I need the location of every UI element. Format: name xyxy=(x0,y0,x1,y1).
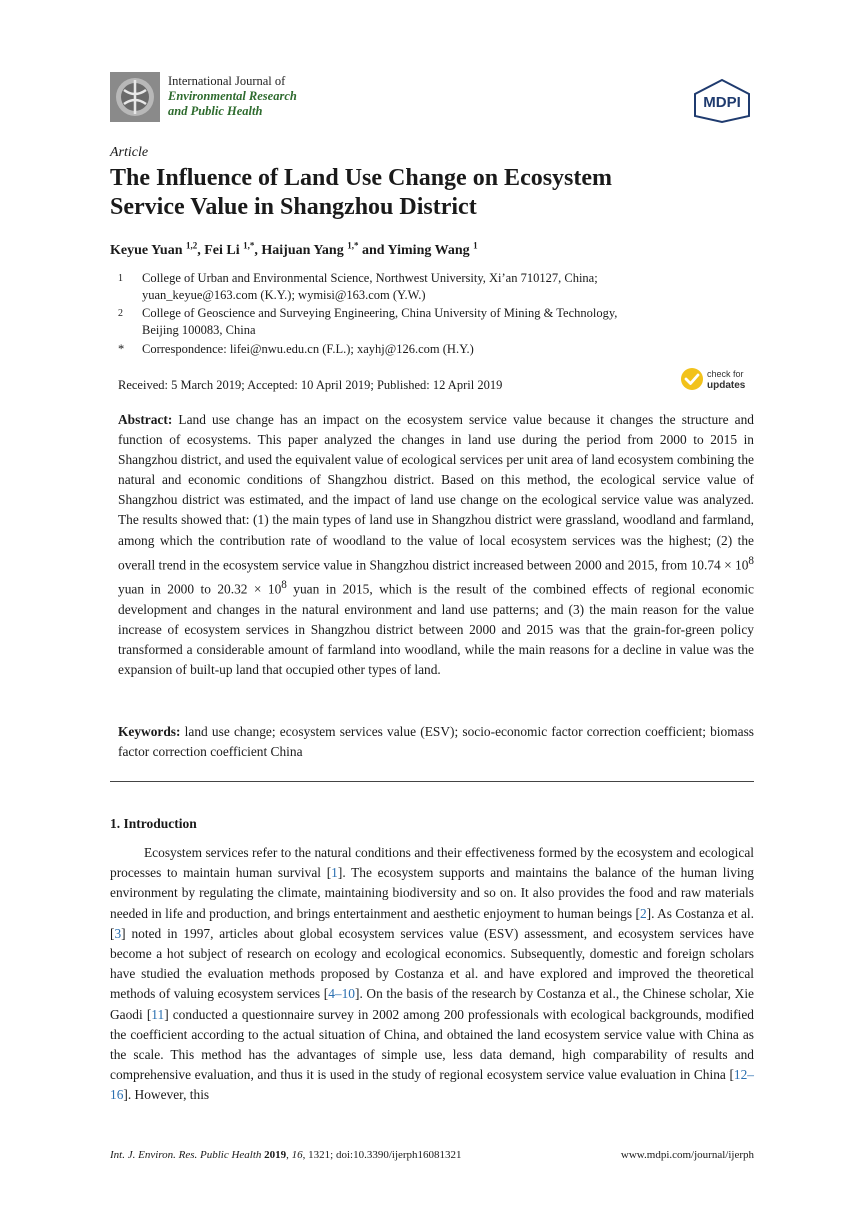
author-affiliation-marker: 1,* xyxy=(243,240,255,250)
footer-citation: Int. J. Environ. Res. Public Health 2019, 16, 1321; doi:10.3390/ijerph16081321 xyxy=(110,1149,462,1161)
keywords xyxy=(118,722,754,762)
author-affiliation-marker: 1 xyxy=(473,240,478,250)
correspondence xyxy=(118,341,758,358)
body-text: ] conducted a questionnaire survey in 2002 among 200 professionals with ecological backgrounds, modified the coefficient according to the actual situation of China, and obtained the land ecosystem service value with China as the scale. This method has the advantages of simple use, less data demand, high comparability of results and comprehensive evaluation, and thus it is used in the study of regional ecosystem service value evaluation in China [ xyxy=(110,1006,754,1083)
author-name: Fei Li xyxy=(204,242,240,258)
mdpi-logo-icon xyxy=(691,78,753,124)
check-badge-line2: updates xyxy=(707,380,746,391)
body-text: ] noted in 1997, articles about global ecosystem services value (ESV) assessment, and ecosystem services have become a hot subject of research on ecology and ecological economics. Subsequently, domestic and foreign scholars have studied the evaluation methods proposed by Costanza et al. and have explored and improved the theoretical methods of valuing ecosystem services [ xyxy=(110,925,754,1002)
abstract-text: Land use change has an impact on the ecosystem service value because it changes the structure and function of ecosystems. This paper analyzed the changes in land use during the period from 2000 to 2015 in Shangzhou district, and used the equivalent value of ecological services per unit area of land ecosystem combining the natural and economic conditions of Shangzhou district. Based on this method, the ecological service value of Shangzhou district was estimated, and the impact of land use change on the ecological service value was analyzed. The results showed that: (1) the main types of land use in Shangzhou district were grassland, woodland and farmland, among which the contribution rate of woodland to the value of local ecosystem services was the highest; (2) the overall trend in the ecosystem service value in Shangzhou district increased between 2000 and 2015, from 10.74 × 10 xyxy=(118,412,754,573)
affiliation-marker: 2 xyxy=(118,308,123,319)
check-for-updates-badge[interactable] xyxy=(680,366,756,392)
journal-name-line2: Environmental Research xyxy=(168,89,297,103)
author-separator: , xyxy=(197,242,205,258)
author-list xyxy=(110,240,478,259)
author-separator: and xyxy=(358,242,388,258)
footer-volume: 16 xyxy=(291,1149,303,1161)
affiliation-line: College of Urban and Environmental Science, Northwest University, Xi’an 710127, China; xyxy=(142,271,598,285)
footer-doi: , 1321; doi:10.3390/ijerph16081321 xyxy=(302,1149,462,1161)
affiliation-1 xyxy=(118,270,758,304)
abstract xyxy=(118,410,754,680)
affiliation-marker: 1 xyxy=(118,273,123,284)
author xyxy=(204,240,262,258)
paper-title-line1: The Influence of Land Use Change on Ecosystem xyxy=(110,165,613,191)
journal-logo-icon xyxy=(110,72,160,122)
footer-year: 2019 xyxy=(264,1149,287,1161)
keywords-text: land use change; ecosystem services value (ESV); socio-economic factor correction coefficient; biomass factor correction coefficient China xyxy=(118,724,754,760)
body-text: ]. However, this xyxy=(123,1087,210,1103)
affiliation-line: yuan_keyue@163.com (K.Y.); wymisi@163.com (Y.W.) xyxy=(142,288,426,302)
citation-link[interactable]: 11 xyxy=(151,1006,165,1022)
affiliation-line: College of Geoscience and Surveying Engineering, China University of Mining & Technology, xyxy=(142,306,618,320)
paper-title xyxy=(110,164,770,222)
affiliation-line: Beijing 100083, China xyxy=(142,323,256,337)
footer-journal-abbrev: Int. J. Environ. Res. Public Health xyxy=(110,1149,262,1161)
author-name: Haijuan Yang xyxy=(261,242,344,258)
author-affiliation-marker: 1,* xyxy=(347,240,359,250)
abstract-label: Abstract: xyxy=(118,412,173,427)
affiliation-2 xyxy=(118,305,758,339)
citation-link[interactable]: 1 xyxy=(331,865,338,881)
publication-dates: Received: 5 March 2019; Accepted: 10 April 2019; Published: 12 April 2019 xyxy=(118,378,503,392)
journal-name-line3: and Public Health xyxy=(168,104,263,118)
citation-link[interactable]: 12–16 xyxy=(110,1067,754,1103)
citation-link[interactable]: 2 xyxy=(639,905,647,921)
abstract-text: yuan in 2000 to 20.32 × 10 xyxy=(118,581,282,597)
introduction-paragraph xyxy=(110,843,754,1106)
section-heading: 1. Introduction xyxy=(110,816,197,831)
author xyxy=(387,240,478,258)
keywords-label: Keywords: xyxy=(118,724,181,739)
body-text: ]. The ecosystem supports and maintains the balance of the human living environment by regulating the climate, maintaining biodiversity and so on. It also provides the food and raw materials needed in life and production, and brings entertainment and aesthetic enjoyment to human beings [ xyxy=(110,865,754,921)
body-text: ]. As Costanza et al. [ xyxy=(110,905,754,941)
paper-title-line2: Service Value in Shangzhou District xyxy=(110,194,477,220)
body-text: ]. On the basis of the research by Costanza et al., the Chinese scholar, Xie Gaodi [ xyxy=(110,986,754,1022)
author xyxy=(261,240,388,258)
author-affiliation-marker: 1,2 xyxy=(185,240,198,250)
footer-url[interactable]: www.mdpi.com/journal/ijerph xyxy=(620,1149,754,1161)
author-name: Yiming Wang xyxy=(387,242,470,258)
body-text: Ecosystem services refer to the natural conditions and their effectiveness formed by the ecosystem and ecological processes to maintain human survival [ xyxy=(110,845,754,881)
author-separator: , xyxy=(254,242,262,258)
mdpi-logo-text: MDPI xyxy=(703,94,741,111)
author-name: Keyue Yuan xyxy=(110,242,183,258)
citation-link[interactable]: 3 xyxy=(114,925,122,941)
abstract-exponent: 8 xyxy=(748,554,754,567)
journal-name-line1: International Journal of xyxy=(168,74,286,88)
citation-link[interactable]: 4–10 xyxy=(328,986,355,1002)
section-divider xyxy=(110,781,754,782)
abstract-text: yuan in 2015, which is the result of the combined effects of regional economic development and changes in the natural environment and land use patterns; and (3) the main reason for the value increase of ecosystem services in Shangzhou district between 2000 and 2015 was that the grain-for-green policy transformed a considerable amount of farmland into woodland, while the main reasons for a decline in value was the expansion of built-up land that occupied other types of land. xyxy=(118,581,754,678)
check-badge-line1: check for xyxy=(707,369,744,379)
journal-name xyxy=(168,74,297,119)
author xyxy=(110,240,205,258)
correspondence-marker: * xyxy=(118,342,125,356)
article-type: Article xyxy=(110,145,149,160)
abstract-exponent: 8 xyxy=(281,579,287,592)
correspondence-line: Correspondence: lifei@nwu.edu.cn (F.L.); xayhj@126.com (H.Y.) xyxy=(142,342,474,356)
